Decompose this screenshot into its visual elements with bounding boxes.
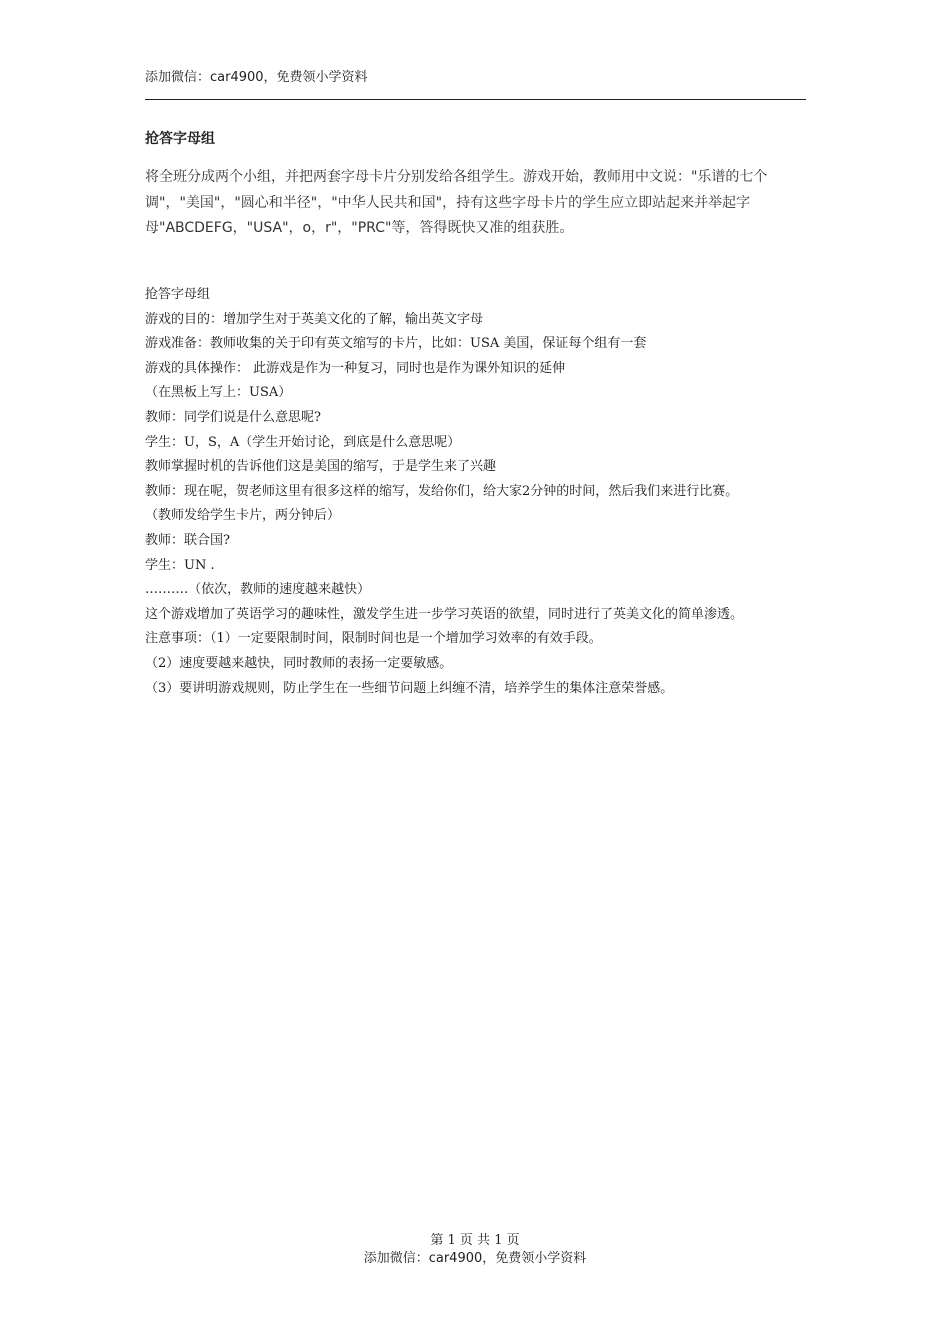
body-line: 游戏的具体操作： 此游戏是作为一种复习，同时也是作为课外知识的延伸 [145, 360, 566, 376]
document-title: 抢答字母组 [145, 131, 215, 147]
body-line: 抢答字母组 [145, 287, 211, 302]
body-line: （3）要讲明游戏规则，防止学生在一些细节问题上纠缠不清，培养学生的集体注意荣誉感。 [145, 680, 674, 696]
body-line: 教师掌握时机的告诉他们这是美国的缩写，于是学生来了兴趣 [145, 459, 497, 475]
body-line: 学生：UN . [145, 557, 215, 573]
body-line: 这个游戏增加了英语学习的趣味性，激发学生进一步学习英语的欲望，同时进行了英美文化的简单渗透。 [145, 606, 744, 622]
body-line: 教师：同学们说是什么意思呢? [145, 409, 321, 425]
intro-paragraph: 将全班分成两个小组，并把两套字母卡片分别发给各组学生。游戏开始，教师用中文说："乐谱的七个调"，"美国"，"圆心和半径"，"中华人民共和国"，持有这些字母卡片的学生应立即站起来并举起字母"ABCDEFG，"USA"，o，r"，"PRC"等，答得既快又准的组获胜。 [145, 169, 768, 236]
body-line: （在黑板上写上：USA） [145, 385, 292, 401]
body-line: （2）速度要越来越快，同时教师的表扬一定要敏感。 [145, 655, 453, 671]
body-line: 游戏的目的：增加学生对于英美文化的了解，输出英文字母 [145, 311, 484, 327]
body-line: ……….（依次，教师的速度越来越快） [145, 582, 371, 598]
body-line: 注意事项：（1）一定要限制时间，限制时间也是一个增加学习效率的有效手段。 [145, 631, 602, 647]
body-line: 教师：现在呢，贺老师这里有很多这样的缩写，发给你们，给大家2分钟的时间，然后我们来进行比赛。 [145, 483, 739, 499]
body-line: 游戏准备：教师收集的关于印有英文缩写的卡片，比如：USA 美国，保证每个组有一套 [145, 336, 647, 352]
body-line: 教师：联合国? [145, 532, 230, 548]
footer-text: 添加微信：car4900，免费领小学资料 [363, 1251, 587, 1266]
body-line: 学生：U，S，A（学生开始讨论，到底是什么意思呢） [145, 434, 461, 450]
page-number: 第 1 页 共 1 页 [430, 1233, 520, 1248]
header-divider [145, 99, 806, 100]
body-line: （教师发给学生卡片，两分钟后） [145, 508, 341, 524]
header-text: 添加微信：car4900，免费领小学资料 [145, 70, 368, 85]
body-text [145, 283, 806, 701]
